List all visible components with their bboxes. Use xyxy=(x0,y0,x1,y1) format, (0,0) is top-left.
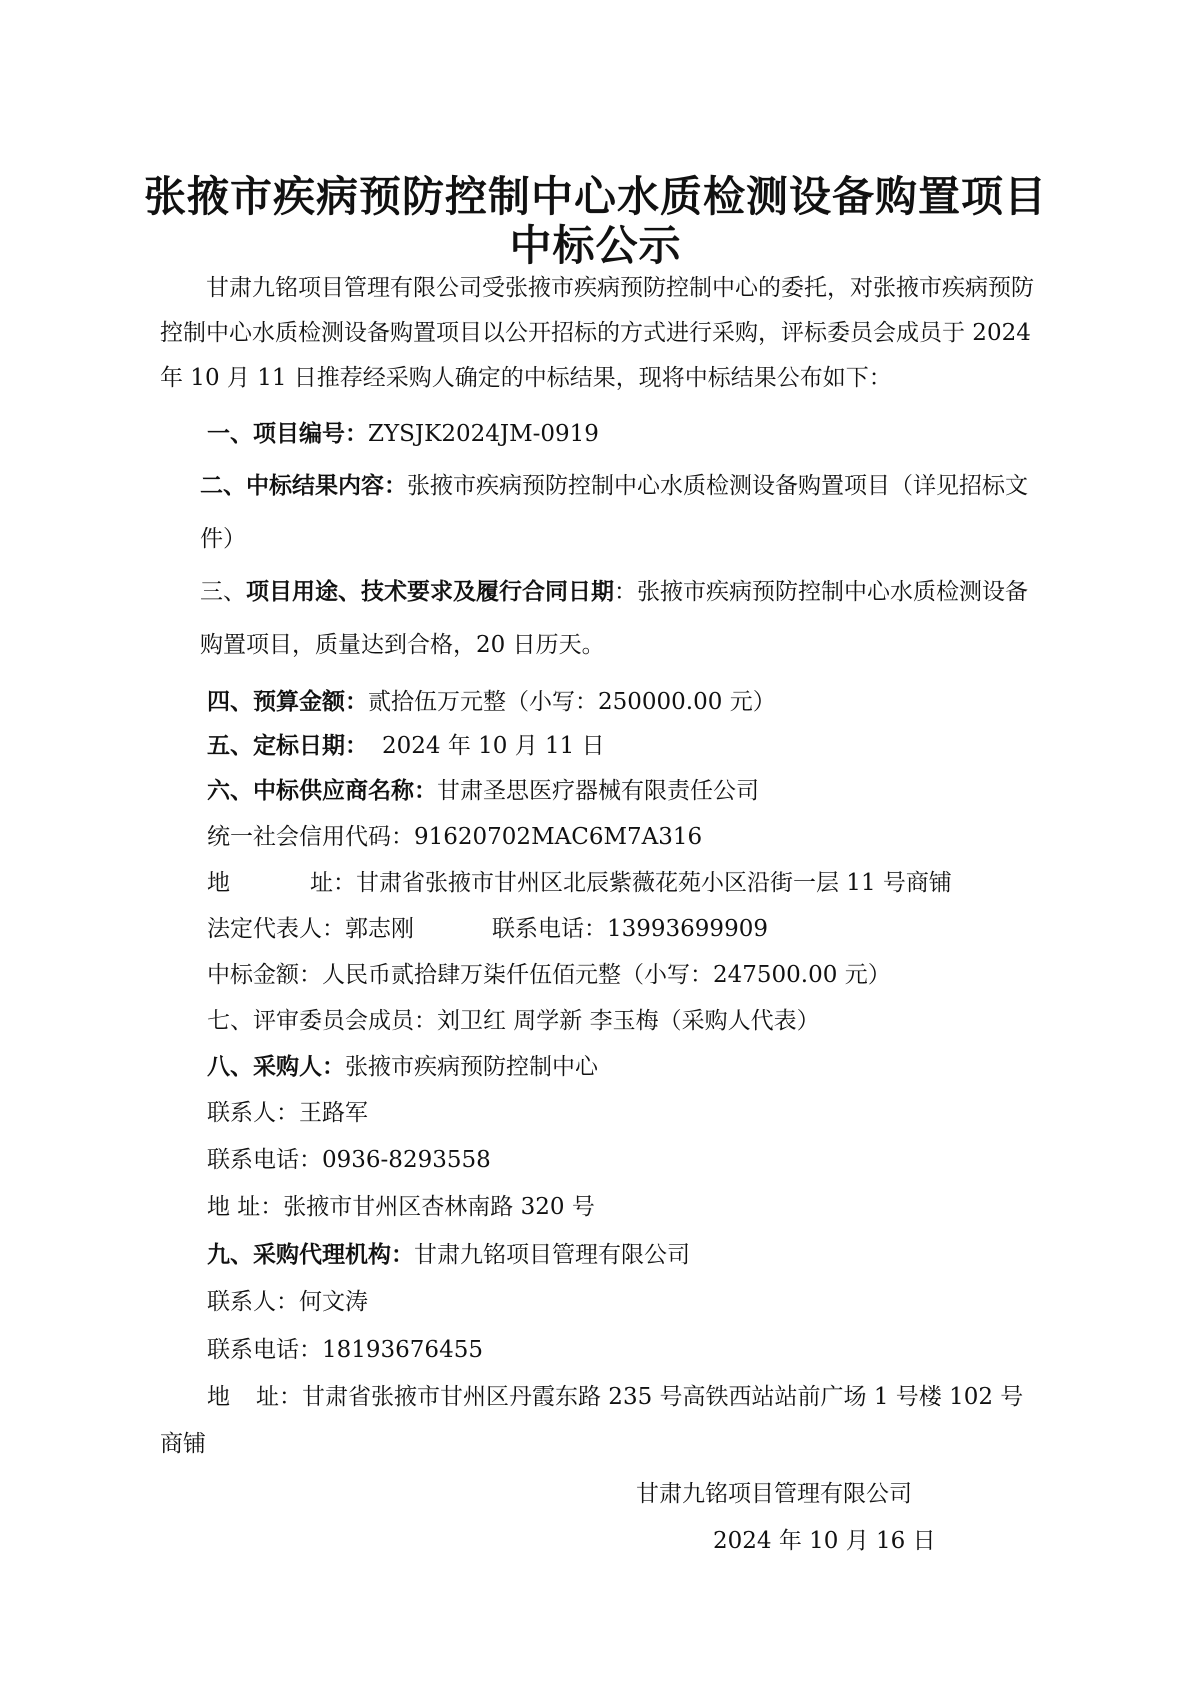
legal-representative: 法定代表人：郭志刚 xyxy=(207,916,414,942)
project-usage xyxy=(200,566,1038,672)
supplier-name-value: 甘肃圣思医疗器械有限责任公司 xyxy=(437,778,759,804)
purchaser-value: 张掖市疾病预防控制中心 xyxy=(345,1054,598,1080)
supplier-name xyxy=(207,772,759,805)
purchaser-address: 地 址：张掖市甘州区杏林南路 320 号 xyxy=(207,1194,595,1220)
signature-date: 2024 年 10 月 16 日 xyxy=(713,1528,936,1554)
supplier-phone: 联系电话：13993699909 xyxy=(492,916,768,942)
project-usage-value: ：张掖市疾病预防控制中心水质检测设备购置项目，质量达到合格，20 日历天。 xyxy=(200,579,1028,658)
agency xyxy=(207,1236,690,1269)
agency-value: 甘肃九铭项目管理有限公司 xyxy=(414,1242,690,1268)
project-number-value: ZYSJK2024JM-0919 xyxy=(368,421,599,447)
purchaser-label: 八、采购人： xyxy=(207,1054,345,1080)
award-content-label: 二、中标结果内容： xyxy=(200,473,407,499)
intro-paragraph: 甘肃九铭项目管理有限公司受张掖市疾病预防控制中心的委托，对张掖市疾病预防控制中心水质检测设备购置项目以公开招标的方式进行采购，评标委员会成员于 2024 年 10 月 11 日推荐经采购人确定的中标结果，现将中标结果公布如下： xyxy=(160,275,1034,391)
supplier-address-label: 地 xyxy=(207,870,230,896)
agency-phone: 联系电话：18193676455 xyxy=(207,1337,483,1363)
agency-address-cont: 商铺 xyxy=(160,1431,206,1457)
agency-contact: 联系人：何文涛 xyxy=(207,1289,368,1315)
agency-address-value: 址：甘肃省张掖市甘州区丹霞东路 235 号高铁西站站前广场 1 号楼 102 号 xyxy=(256,1384,1024,1410)
project-number-label: 一、项目编号： xyxy=(207,421,368,447)
agency-label: 九、采购代理机构： xyxy=(207,1242,414,1268)
project-number xyxy=(207,415,599,448)
purchaser xyxy=(207,1048,598,1081)
purchaser-contact: 联系人：王路军 xyxy=(207,1100,368,1126)
award-date-label: 五、定标日期： xyxy=(207,733,368,759)
page-title: 张掖市疾病预防控制中心水质检测设备购置项目 xyxy=(143,172,1047,221)
supplier-name-label: 六、中标供应商名称： xyxy=(207,778,437,804)
budget-amount xyxy=(207,683,776,716)
credit-code: 统一社会信用代码：91620702MAC6M7A316 xyxy=(207,824,703,850)
budget-amount-label: 四、预算金额： xyxy=(207,689,368,715)
supplier-address xyxy=(207,864,952,897)
award-content xyxy=(200,460,1038,566)
award-content-value: 张掖市疾病预防控制中心水质检测设备购置项目（详见招标文件） xyxy=(200,473,1028,552)
budget-amount-value: 贰拾伍万元整（小写：250000.00 元） xyxy=(368,689,776,715)
signature-company: 甘肃九铭项目管理有限公司 xyxy=(636,1481,912,1507)
page-subtitle: 中标公示 xyxy=(509,221,682,270)
project-usage-label: 项目用途、技术要求及履行合同日期 xyxy=(246,579,614,605)
project-usage-prefix: 三、 xyxy=(200,579,246,605)
review-committee: 七、评审委员会成员：刘卫红 周学新 李玉梅（采购人代表） xyxy=(207,1008,820,1034)
agency-address xyxy=(207,1378,1023,1411)
purchaser-phone: 联系电话：0936-8293558 xyxy=(207,1147,491,1173)
supplier-contacts xyxy=(207,910,768,943)
supplier-address-value: 址：甘肃省张掖市甘州区北辰紫薇花苑小区沿街一层 11 号商铺 xyxy=(310,870,952,896)
award-date-value: 2024 年 10 月 11 日 xyxy=(382,733,605,759)
agency-address-label: 地 xyxy=(207,1384,230,1410)
award-amount: 中标金额：人民币贰拾肆万柒仟伍佰元整（小写：247500.00 元） xyxy=(207,962,891,988)
award-date xyxy=(207,727,605,760)
